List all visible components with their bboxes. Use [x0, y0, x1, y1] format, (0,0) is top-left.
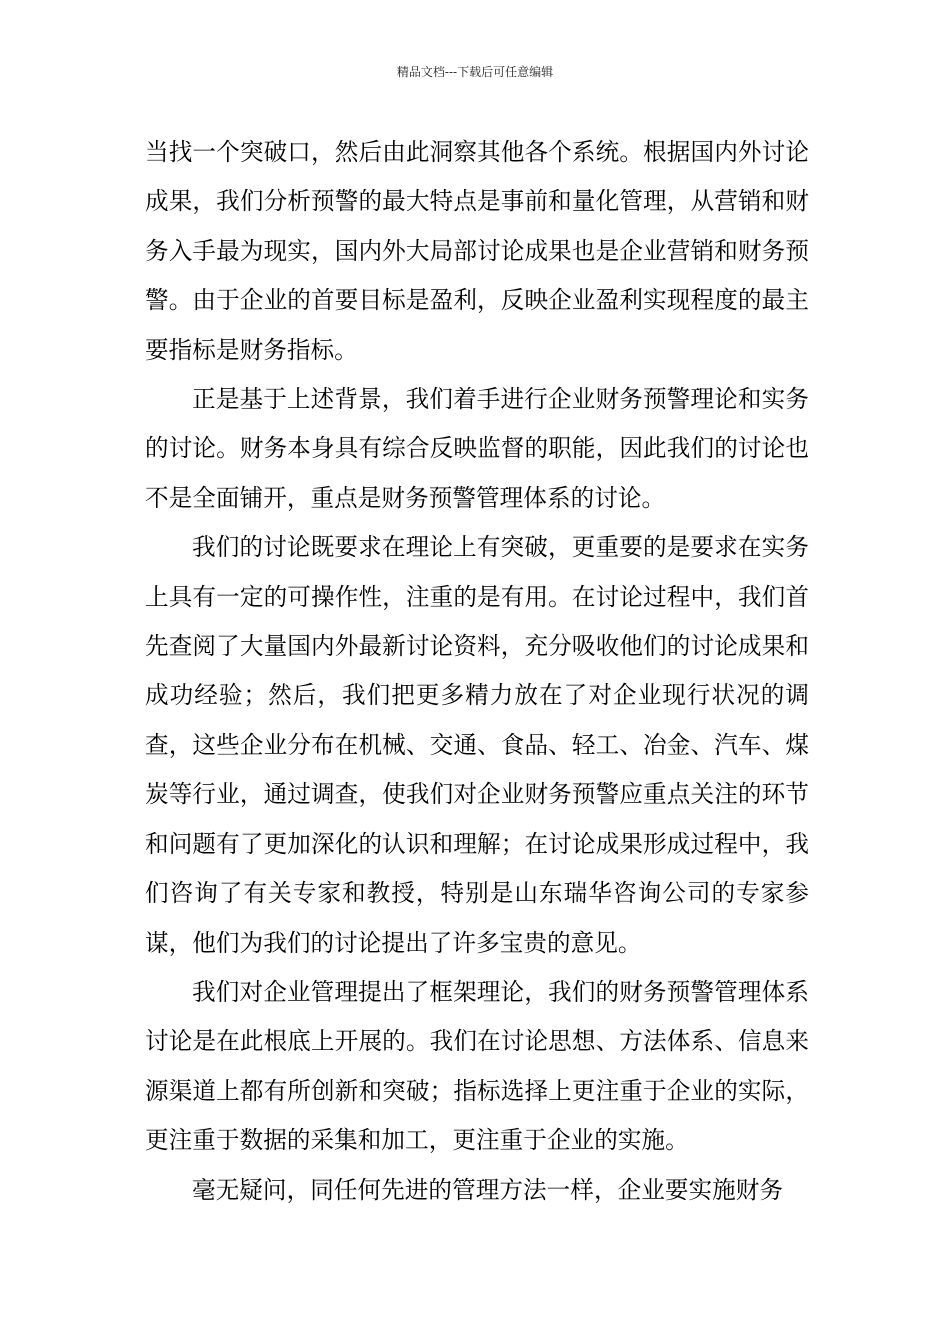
page-header: 精品文档---下载后可任意编辑 — [396, 65, 554, 79]
document-body — [145, 128, 809, 1215]
paragraph-2: 正是基于上述背景，我们着手进行企业财务预警理论和实务的讨论。财务本身具有综合反映监督的职能，因此我们的讨论也不是全面铺开，重点是财务预警管理体系的讨论。 — [145, 385, 809, 512]
paragraph-4: 我们对企业管理提出了框架理论，我们的财务预警管理体系讨论是在此根底上开展的。我们在讨论思想、方法体系、信息来源渠道上都有所创新和突破；指标选择上更注重于企业的实际，更注重于数据的采集和加工，更注重于企业的实施。 — [145, 977, 809, 1155]
paragraph-1: 当找一个突破口，然后由此洞察其他各个系统。根据国内外讨论成果，我们分析预警的最大特点是事前和量化管理，从营销和财务入手最为现实，国内外大局部讨论成果也是企业营销和财务预警。由于企业的首要目标是盈利，反映企业盈利实现程度的最主要指标是财务指标。 — [145, 138, 809, 364]
paragraph-3: 我们的讨论既要求在理论上有突破，更重要的是要求在实务上具有一定的可操作性，注重的是有用。在讨论过程中，我们首先查阅了大量国内外最新讨论资料，充分吸收他们的讨论成果和成功经验；然后，我们把更多精力放在了对企业现行状况的调查，这些企业分布在机械、交通、食品、轻工、冶金、汽车、煤炭等行业，通过调查，使我们对企业财务预警应重点关注的环节和问题有了更加深化的认识和理解；在讨论成果形成过程中，我们咨询了有关专家和教授，特别是山东瑞华咨询公司的专家参谋，他们为我们的讨论提出了许多宝贵的意见。 — [145, 533, 809, 957]
paragraph-5: 毫无疑问，同任何先进的管理方法一样，企业要实施财务 — [192, 1175, 784, 1204]
